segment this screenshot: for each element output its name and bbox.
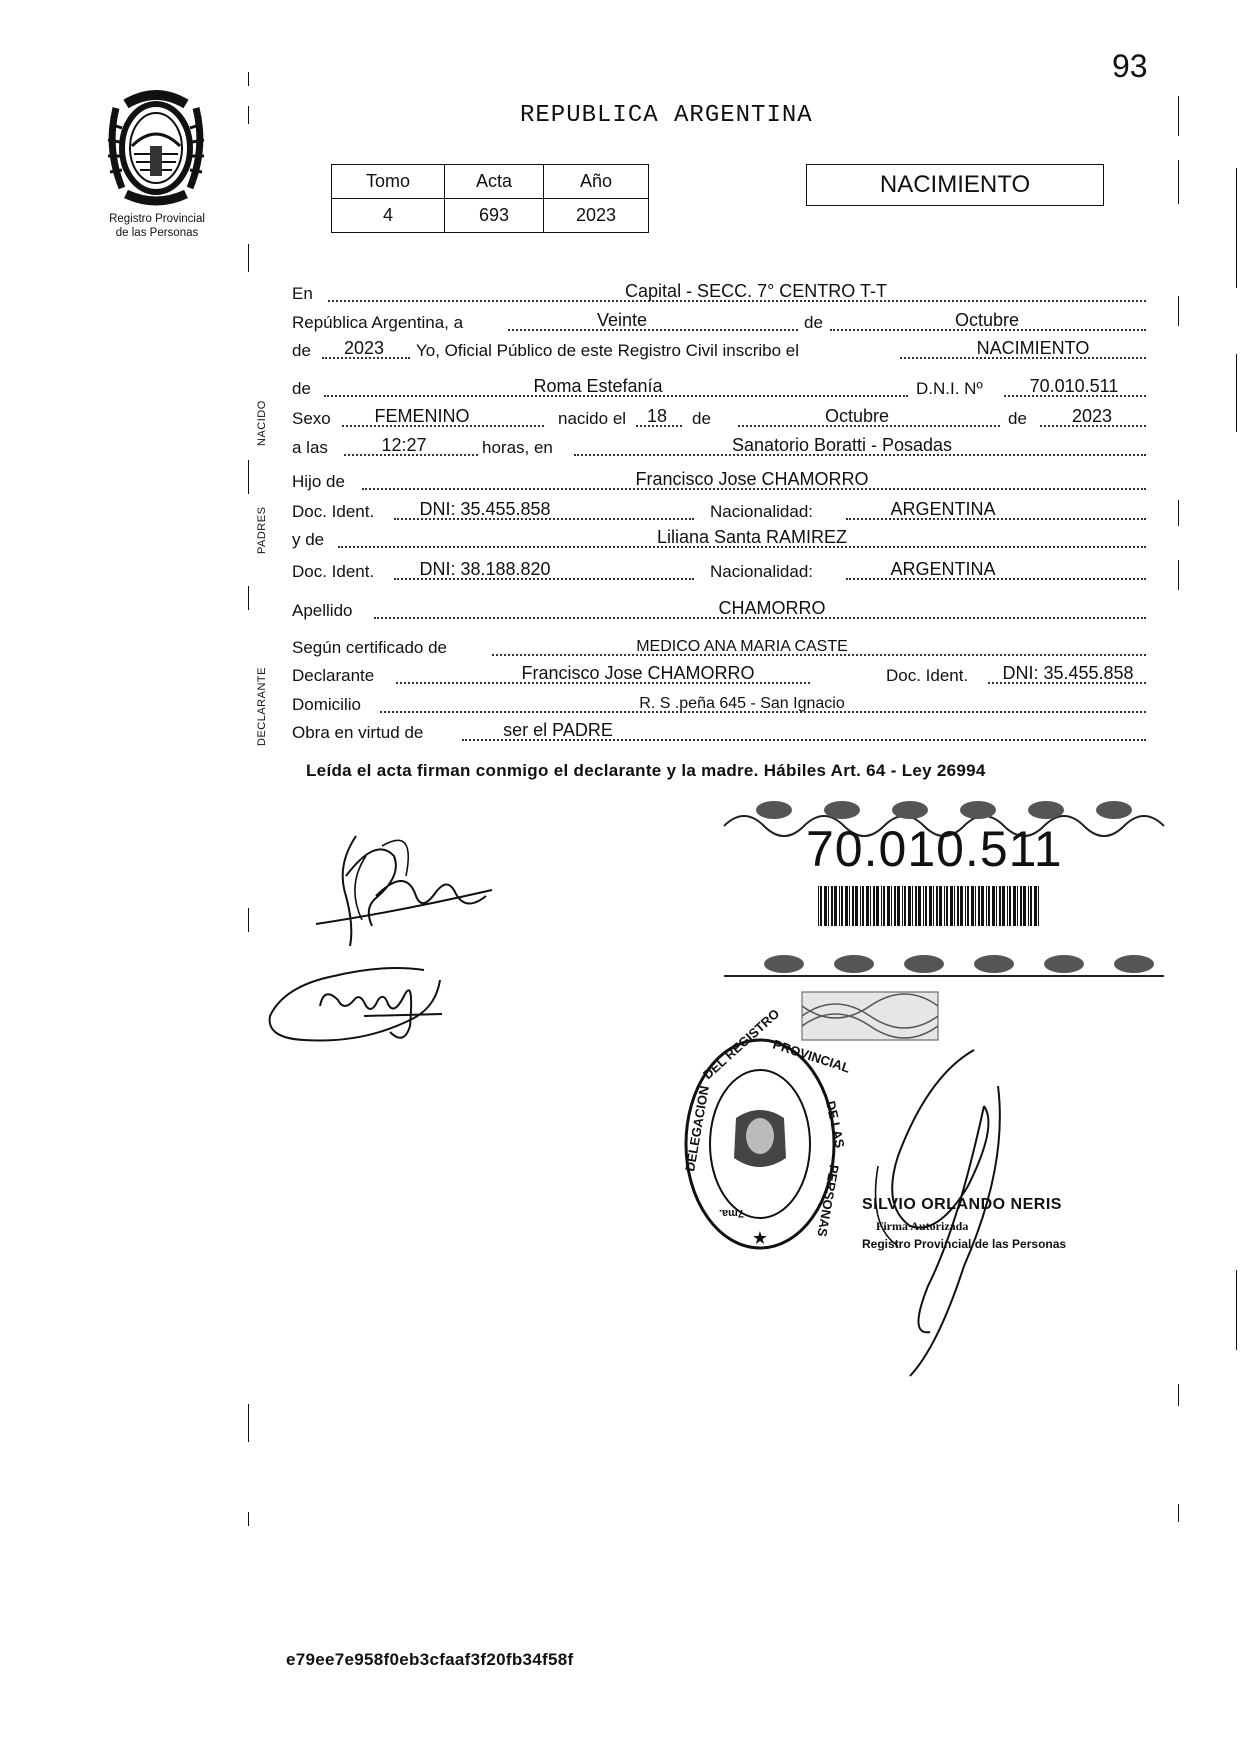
form-row-en [292, 280, 1150, 306]
nombre-value: Roma Estefanía [533, 376, 663, 396]
barcode-bar [862, 886, 864, 926]
barcode-bar [834, 886, 837, 926]
barcode-bar [891, 886, 892, 926]
padre-doc-value: DNI: 35.455.858 [419, 499, 551, 519]
de3-label: de [292, 379, 311, 398]
barcode-bar [950, 886, 953, 926]
section-label-padres: PADRES [256, 506, 268, 554]
barcode-bar [988, 886, 990, 926]
svg-text:DELEGACION: DELEGACION [682, 1084, 713, 1173]
margin-tick [248, 244, 249, 272]
margin-tick [1178, 160, 1179, 204]
inscribo-value: NACIMIENTO [976, 338, 1090, 358]
madre-nac-value: ARGENTINA [890, 559, 996, 579]
svg-text:PERSONAS: PERSONAS [814, 1163, 842, 1238]
barcode-bar [1007, 886, 1008, 926]
barcode-bar [933, 886, 934, 926]
tomo-header: Tomo [332, 165, 445, 199]
republica-label: República Argentina, a [292, 313, 464, 332]
document-hash: e79ee7e958f0eb3cfaaf3f20fb34f58f [286, 1650, 574, 1669]
barcode-bar [887, 886, 890, 926]
en-label: En [292, 284, 313, 303]
margin-tick [1236, 168, 1237, 288]
authorized-signer-role: Firma Autorizada [876, 1219, 969, 1233]
margin-tick [248, 1404, 249, 1442]
barcode-icon [818, 886, 1042, 926]
barcode-bar [866, 886, 869, 926]
margin-tick [1178, 560, 1179, 590]
domicilio-value: R. S .peña 645 - San Ignacio [639, 695, 845, 712]
register-value-row [332, 199, 649, 233]
svg-text:★: ★ [751, 1228, 769, 1248]
register-table [331, 164, 649, 233]
domicilio-label: Domicilio [292, 695, 361, 714]
dni-value: 70.010.511 [1029, 376, 1119, 396]
form-row-republica [292, 309, 1150, 335]
section-label-nacido: NACIDO [256, 400, 268, 446]
obra-label: Obra en virtud de [292, 723, 424, 742]
authorized-signer-org: Registro Provincial de las Personas [862, 1237, 1067, 1251]
svg-text:DEL REGISTRO: DEL REGISTRO [699, 1005, 783, 1083]
dni-stamp-number: 70.010.511 [806, 821, 1063, 877]
svg-text:PROVINCIAL: PROVINCIAL [771, 1036, 852, 1076]
doc-ident-label: Doc. Ident. [292, 562, 375, 581]
barcode-bar [828, 886, 829, 926]
form-row-nombre [292, 375, 1150, 401]
form-row-domicilio [292, 691, 1150, 717]
barcode-bar [831, 886, 833, 926]
section-label-declarante: DECLARANTE [256, 667, 268, 746]
barcode-bar [971, 886, 974, 926]
padre-value: Francisco Jose CHAMORRO [635, 469, 869, 489]
barcode-bar [925, 886, 927, 926]
page-number: 93 [1112, 48, 1148, 84]
doc-ident-label: Doc. Ident. [292, 502, 375, 521]
sexo-value: FEMENINO [374, 406, 470, 426]
barcode-bar [849, 886, 850, 926]
barcode-bar [967, 886, 969, 926]
barcode-bar [897, 886, 900, 926]
barcode-bar [981, 886, 984, 926]
guilloche-band-bottom [724, 948, 1164, 980]
oficial-label: Yo, Oficial Público de este Registro Civil inscribo el [416, 341, 799, 360]
anio-value: 2023 [343, 338, 385, 358]
barcode-bar [1030, 886, 1032, 926]
barcode-bar [908, 886, 911, 926]
de5-label: de [1008, 409, 1027, 428]
barcode-bar [923, 886, 924, 926]
emblem-caption-line1: Registro Provincial [109, 213, 205, 225]
signature-madre-icon [264, 956, 444, 1048]
barcode-bar [904, 886, 906, 926]
hora-value: 12:27 [381, 435, 427, 455]
margin-tick [1178, 500, 1179, 526]
margin-tick [1178, 1384, 1179, 1406]
en-value: Capital - SECC. 7° CENTRO T-T [625, 281, 887, 301]
declarante-value: Francisco Jose CHAMORRO [521, 663, 755, 683]
barcode-bar [870, 886, 871, 926]
a-las-label: a las [292, 438, 328, 457]
form-row-obra [292, 719, 1150, 745]
mes-value: Octubre [954, 310, 1020, 330]
barcode-bar [912, 886, 913, 926]
horas-en-label: horas, en [482, 438, 553, 457]
official-seal-icon [680, 1005, 852, 1256]
barcode-bar [860, 886, 861, 926]
barcode-bar [855, 886, 858, 926]
margin-tick [1236, 1270, 1237, 1350]
margin-tick [1178, 296, 1179, 326]
form-row-sexo [292, 405, 1150, 431]
barcode-bar [1038, 886, 1039, 926]
form-row-madre-doc [292, 558, 1150, 584]
y-de-label: y de [292, 530, 325, 549]
barcode-bar [999, 886, 1001, 926]
barcode-bar [1017, 886, 1018, 926]
emblem-caption [82, 212, 232, 240]
margin-tick [248, 908, 249, 932]
margin-tick [248, 72, 249, 86]
register-header-row [332, 165, 649, 199]
barcode-bar [824, 886, 827, 926]
barcode-bar [954, 886, 955, 926]
signature-declarante-icon [306, 816, 496, 956]
record-type-box: NACIMIENTO [806, 164, 1104, 206]
authorized-signer-name: SILVIO ORLANDO NERIS [862, 1196, 1062, 1213]
barcode-bar [957, 886, 959, 926]
barcode-bar [1023, 886, 1026, 926]
margin-tick [248, 1512, 249, 1526]
acta-header: Acta [445, 165, 544, 199]
barcode-bar [918, 886, 921, 926]
certificado-label: Según certificado de [292, 638, 447, 657]
barcode-bar [944, 886, 945, 926]
declarante-doc-label: Doc. Ident. [886, 666, 969, 685]
form-row-hijo-de [292, 468, 1150, 494]
barcode-bar [1009, 886, 1011, 926]
sexo-label: Sexo [292, 409, 331, 428]
barcode-bar [1028, 886, 1029, 926]
barcode-bar [939, 886, 942, 926]
form-row-certificado [292, 634, 1150, 660]
declarante-doc-value: DNI: 35.455.858 [1002, 663, 1134, 683]
nac-mes-value: Octubre [824, 406, 890, 426]
barcode-bar [881, 886, 882, 926]
emblem-caption-line2: de las Personas [115, 227, 199, 239]
barcode-bar [975, 886, 976, 926]
barcode-bar [986, 886, 987, 926]
barcode-bar [936, 886, 938, 926]
barcode-bar [883, 886, 885, 926]
margin-tick [248, 460, 249, 494]
form-row-declarante [292, 662, 1150, 688]
nac-dia-value: 18 [646, 406, 668, 426]
barcode-bar [873, 886, 875, 926]
barcode-bar [996, 886, 997, 926]
nacionalidad-label: Nacionalidad: [710, 562, 814, 581]
barcode-bar [960, 886, 963, 926]
svg-text:DE LAS: DE LAS [823, 1099, 848, 1150]
document-title: REPUBLICA ARGENTINA [520, 102, 813, 129]
barcode-bar [876, 886, 879, 926]
provincial-coat-of-arms-icon [96, 88, 216, 210]
tomo-value: 4 [332, 199, 445, 233]
closing-statement: Leída el acta firman conmigo el declarante y la madre. Hábiles Art. 64 - Ley 26994 [306, 761, 986, 780]
barcode-bar [841, 886, 843, 926]
margin-tick [1178, 96, 1179, 136]
barcode-bar [929, 886, 932, 926]
form-row-apellido [292, 597, 1150, 623]
barcode-bar [894, 886, 896, 926]
svg-text:7ma.: 7ma. [718, 1207, 744, 1219]
barcode-bar [902, 886, 903, 926]
dia-value: Veinte [596, 310, 648, 330]
barcode-bar [852, 886, 854, 926]
de-label: de [804, 313, 823, 332]
nac-anio-value: 2023 [1071, 406, 1113, 426]
form-row-padre-doc [292, 498, 1150, 524]
lugar-value: Sanatorio Boratti - Posadas [731, 435, 953, 455]
barcode-bar [839, 886, 840, 926]
madre-value: Liliana Santa RAMIREZ [656, 527, 848, 547]
de2-label: de [292, 341, 311, 360]
nacionalidad-label: Nacionalidad: [710, 502, 814, 521]
margin-tick [248, 586, 249, 610]
form-row-hora [292, 434, 1150, 460]
barcode-bar [965, 886, 966, 926]
barcode-bar [820, 886, 822, 926]
barcode-bar [915, 886, 917, 926]
barcode-bar [818, 886, 819, 926]
madre-doc-value: DNI: 38.188.820 [419, 559, 551, 579]
certificado-value: MEDICO ANA MARIA CASTE [636, 638, 848, 655]
barcode-bar [1020, 886, 1022, 926]
dni-label: D.N.I. Nº [916, 379, 983, 398]
apellido-value: CHAMORRO [718, 598, 826, 618]
barcode-bar [992, 886, 995, 926]
anio-header: Año [544, 165, 649, 199]
barcode-bar [845, 886, 848, 926]
de4-label: de [692, 409, 711, 428]
acta-value: 693 [445, 199, 544, 233]
form-row-oficial [292, 337, 1150, 363]
form-row-madre [292, 526, 1150, 552]
barcode-bar [946, 886, 948, 926]
hijo-de-label: Hijo de [292, 472, 345, 491]
nacido-el-label: nacido el [558, 409, 627, 428]
barcode-bar [978, 886, 980, 926]
anio-value: 2023 [544, 199, 649, 233]
declarante-label: Declarante [292, 666, 375, 685]
margin-tick [1236, 354, 1237, 432]
margin-tick [1178, 1504, 1179, 1522]
barcode-bar [1034, 886, 1037, 926]
margin-tick [248, 106, 249, 124]
barcode-bar [1002, 886, 1005, 926]
apellido-label: Apellido [292, 601, 353, 620]
obra-value: ser el PADRE [503, 720, 613, 740]
padre-nac-value: ARGENTINA [890, 499, 996, 519]
barcode-bar [1013, 886, 1016, 926]
